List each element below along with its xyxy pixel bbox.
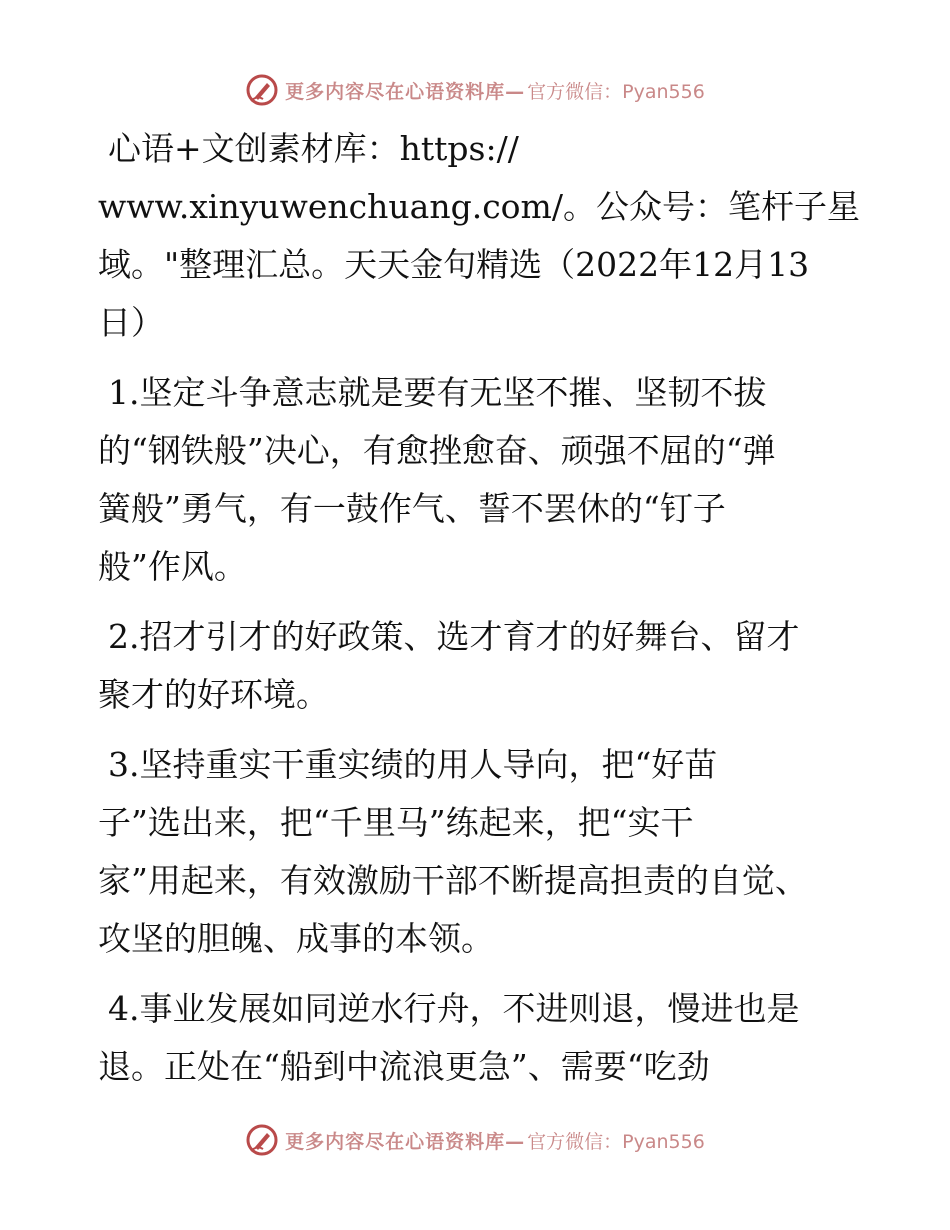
text-line: 退。正处在“船到中流浪更急”、需要“吃劲 <box>98 1047 710 1086</box>
quote-item-1 <box>98 364 858 596</box>
document-body <box>98 120 858 1108</box>
footer-banner <box>0 1120 950 1160</box>
text-line: 4.事业发展如同逆水行舟，不进则退，慢进也是 <box>108 989 800 1028</box>
banner-slogan: 更多内容尽在心语资料库— <box>285 1130 526 1153</box>
text-line: 般”作风。 <box>98 547 247 586</box>
pen-logo-icon <box>245 73 279 107</box>
banner-wechat: 官方微信：Pyan556 <box>527 1130 705 1153</box>
pen-logo-icon <box>245 1123 279 1157</box>
text-line: www.xinyuwenchuang.com/。公众号：笔杆子星 <box>98 187 860 226</box>
text-line: 簧般”勇气，有一鼓作气、誓不罢休的“钉子 <box>98 489 726 528</box>
text-line: 日） <box>98 303 164 342</box>
quote-item-2 <box>98 608 858 724</box>
text-line: 攻坚的胆魄、成事的本领。 <box>98 919 494 958</box>
intro-paragraph <box>98 120 858 352</box>
quote-item-4 <box>98 980 858 1096</box>
quote-item-3 <box>98 736 858 968</box>
banner-wechat: 官方微信：Pyan556 <box>527 80 705 103</box>
text-line: 的“钢铁般”决心，有愈挫愈奋、顽强不屈的“弹 <box>98 431 776 470</box>
text-line: 家”用起来，有效激励干部不断提高担责的自觉、 <box>98 861 808 900</box>
text-line: 聚才的好环境。 <box>98 675 329 714</box>
text-line: 子”选出来，把“千里马”练起来，把“实干 <box>98 803 694 842</box>
banner-slogan: 更多内容尽在心语资料库— <box>285 80 526 103</box>
text-line: 3.坚持重实干重实绩的用人导向，把“好苗 <box>108 745 718 784</box>
text-line: 心语+文创素材库：https:// <box>108 129 519 168</box>
header-banner <box>0 70 950 110</box>
text-line: 1.坚定斗争意志就是要有无坚不摧、坚韧不拔 <box>108 373 767 412</box>
text-line: 域。"整理汇总。天天金句精选（2022年12月13 <box>98 245 810 284</box>
text-line: 2.招才引才的好政策、选才育才的好舞台、留才 <box>108 617 800 656</box>
